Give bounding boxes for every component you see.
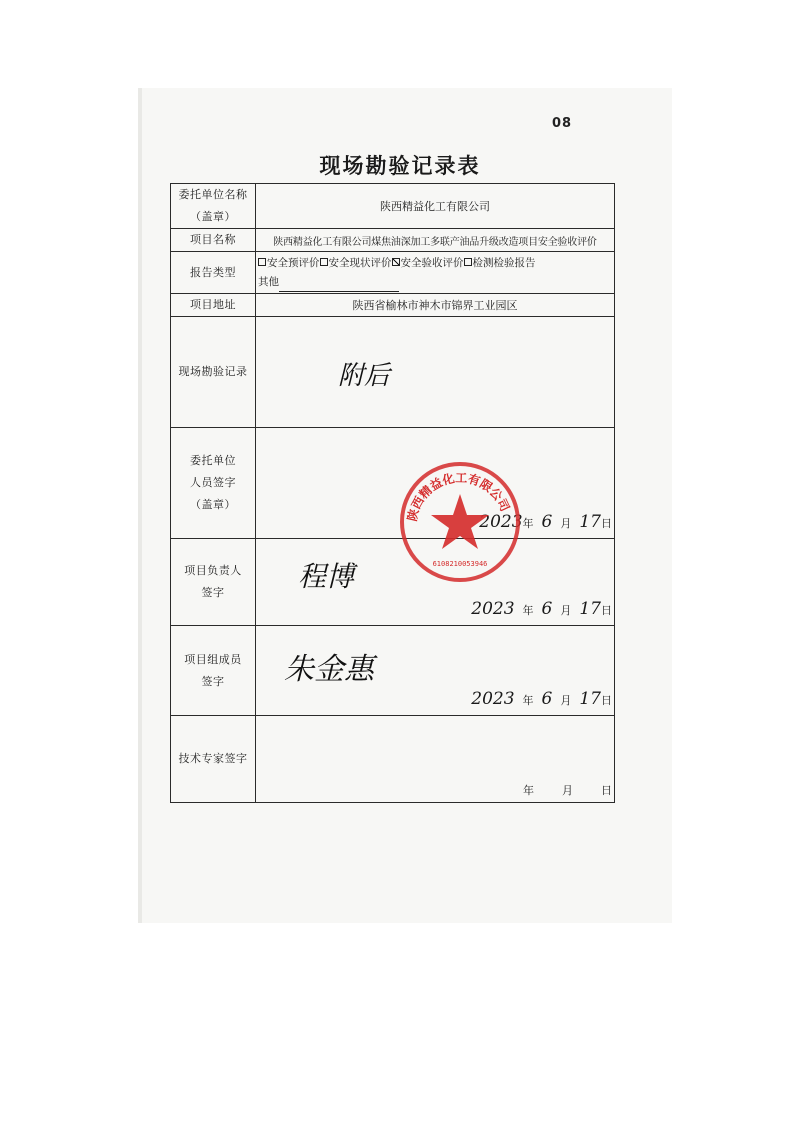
company-seal [398,460,522,584]
seal-text: 陕西精益化工有限公司 [405,470,513,523]
checkbox-icon [464,258,472,266]
inspection-record-form [170,183,615,803]
client-sign-date: 2023年 6 月 17日 [479,512,612,532]
expert-signature-cell [256,716,615,803]
project-leader-date: 2023 年 6 月 17日 [471,599,612,619]
report-type-option-pre: 安全预评价 [258,257,320,269]
report-type-option-acceptance: 安全验收评价 [392,257,464,269]
team-member-label: 项目组成员 签字 [171,626,256,716]
inspection-record-label: 现场勘验记录 [171,317,256,428]
checked-checkbox-icon [392,258,400,266]
project-leader-label: 项目负责人 签字 [171,539,256,626]
address-label: 项目地址 [171,294,256,317]
expert-signature-label: 技术专家签字 [171,716,256,803]
project-name-value: 陕西精益化工有限公司煤焦油深加工多联产油品升级改造项目安全验收评价 [256,229,615,252]
seal-number: 6108210053946 [432,560,488,568]
checkbox-icon [320,258,328,266]
client-signature-label: 委托单位 人员签字 （盖章） [171,428,256,539]
project-leader-signature: 程博 [298,560,355,593]
team-member-signature: 朱金惠 [284,652,374,687]
expert-sign-date: 年 月 日 [523,784,612,797]
seal-star-icon [431,494,489,549]
report-type-option-testing: 检测检验报告 [464,257,536,269]
report-type-options [256,252,615,294]
other-label: 其他 [258,275,279,288]
client-name-label: 委托单位名称 （盖章） [171,184,256,229]
page-code: 08 [552,116,573,131]
inspection-record-cell [256,317,615,428]
team-member-date: 2023 年 6 月 17日 [471,689,612,709]
report-type-option-status: 安全现状评价 [320,257,392,269]
inspection-record-handwriting: 附后 [338,361,391,391]
client-name-value: 陕西精益化工有限公司 [256,184,615,229]
other-blank-line [279,282,399,292]
checkbox-icon [258,258,266,266]
address-value: 陕西省榆林市神木市锦界工业园区 [256,294,615,317]
project-name-label: 项目名称 [171,229,256,252]
report-type-label: 报告类型 [171,252,256,294]
form-title: 现场勘验记录表 [319,153,481,178]
team-member-cell [256,626,615,716]
paper-edge [138,88,142,923]
